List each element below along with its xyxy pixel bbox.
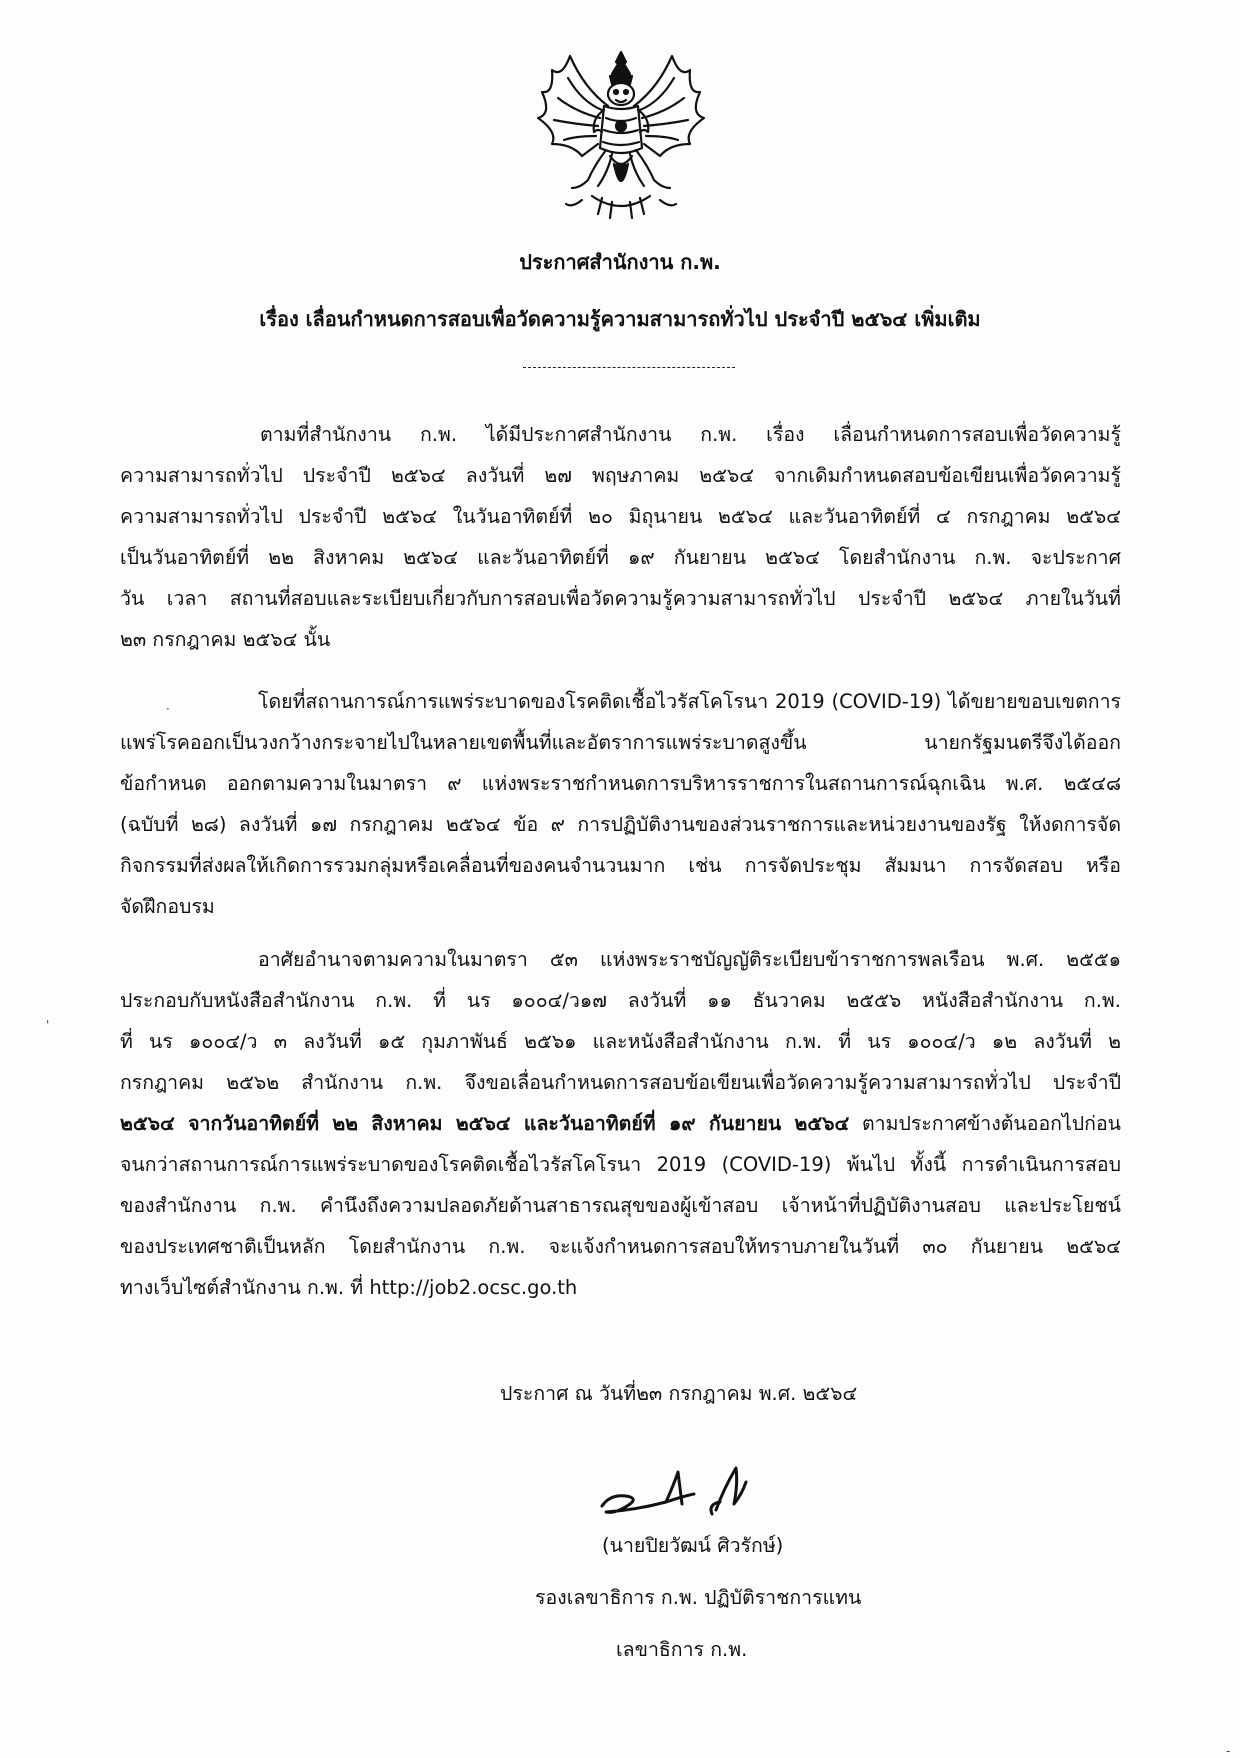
paragraph-3 xyxy=(120,939,1121,1308)
bold-exam-dates: วันอาทิตย์ที่ ๒๒ สิงหาคม ๒๕๖๔ และวันอาทิตย์ที่ ๑๙ กันยายน ๒๕๖๔ xyxy=(222,1112,850,1135)
paragraph-line: ประกอบกับหนังสือสำนักงาน ก.พ. ที่ นร ๑๐๐๔/ว๑๗ ลงวันที่ ๑๑ ธันวาคม ๒๕๕๖ หนังสือสำนักงาน ก.พ. xyxy=(120,989,1121,1012)
paragraph-line: ของประเทศชาติเป็นหลัก โดยสำนักงาน ก.พ. จะแจ้งกำหนดการสอบให้ทราบภายในวันที่ ๓๐ กันยายน ๒๕๖๔ xyxy=(120,1235,1121,1258)
paragraph-line: โดยที่สถานการณ์การแพร่ระบาดของโรคติดเชื้อไวรัสโคโรนา 2019 (COVID-19) ได้ขยายขอบเขตการ xyxy=(258,690,1121,713)
paragraph-line: ของสำนักงาน ก.พ. คำนึงถึงความปลอดภัยด้านสาธารณสุขของผู้เข้าสอบ เจ้าหน้าที่ปฏิบัติงานสอบ และประโยชน์ xyxy=(120,1194,1121,1217)
paragraph-line: กิจกรรมที่ส่งผลให้เกิดการรวมกลุ่มหรือเคลื่อนที่ของคนจำนวนมาก เช่น การจัดประชุม สัมมนา การจัดสอบ หรือ xyxy=(120,854,1121,877)
signer-name: (นายปิยวัฒน์ ศิวรักษ์) xyxy=(602,1534,784,1557)
paragraph-line: ๒๓ กรกฎาคม ๒๕๖๔ นั้น xyxy=(120,628,331,651)
paragraph-line: เป็นวันอาทิตย์ที่ ๒๒ สิงหาคม ๒๕๖๔ และวันอาทิตย์ที่ ๑๙ กันยายน ๒๕๖๔ โดยสำนักงาน ก.พ. จะประกาศ xyxy=(120,546,1121,569)
signer-position: รองเลขาธิการ ก.พ. ปฏิบัติราชการแทน xyxy=(535,1586,862,1609)
paragraph-line-with-bold xyxy=(120,1103,1121,1144)
paragraph-line: (ฉบับที่ ๒๘) ลงวันที่ ๑๗ กรกฎาคม ๒๕๖๔ ข้อ ๙ การปฏิบัติงานของส่วนราชการและหน่วยงานของรัฐ ให้งดการจัด xyxy=(120,813,1121,836)
signer-on-behalf-of: เลขาธิการ ก.พ. xyxy=(616,1638,748,1661)
paragraph-line-with-link: ทางเว็บไซต์สำนักงาน ก.พ. ที่ http://job2.ocsc.go.th xyxy=(120,1276,578,1299)
divider xyxy=(523,367,735,368)
scan-speck: ' xyxy=(46,1018,50,1032)
announcement-subject: เรื่อง เลื่อนกำหนดการสอบเพื่อวัดความรู้ความสามารถทั่วไป ประจำปี ๒๕๖๔ เพิ่มเติม xyxy=(259,307,981,331)
paragraph-line: ความสามารถทั่วไป ประจำปี ๒๕๖๔ ในวันอาทิตย์ที่ ๒๐ มิถุนายน ๒๕๖๔ และวันอาทิตย์ที่ ๔ กรกฎาคม ๒๕๖๔ xyxy=(120,505,1121,528)
paragraph-line: ตามที่สำนักงาน ก.พ. ได้มีประกาศสำนักงาน ก.พ. เรื่อง เลื่อนกำหนดการสอบเพื่อวัดความรู้ xyxy=(260,423,1121,446)
scan-speck: - xyxy=(1226,1744,1231,1758)
paragraph-line: จนกว่าสถานการณ์การแพร่ระบาดของโรคติดเชื้อไวรัสโคโรนา 2019 (COVID-19) พ้นไป ทั้งนี้ การดำเนินการสอบ xyxy=(120,1153,1121,1176)
paragraph-2 xyxy=(120,681,1121,927)
paragraph-line: อาศัยอำนาจตามความในมาตรา ๕๓ แห่งพระราชบัญญัติระเบียบข้าราชการพลเรือน พ.ศ. ๒๕๕๑ xyxy=(258,948,1121,971)
announcement-heading: ประกาศสำนักงาน ก.พ. xyxy=(519,250,721,274)
paragraph-line: ความสามารถทั่วไป ประจำปี ๒๕๖๔ ลงวันที่ ๒๗ พฤษภาคม ๒๕๖๔ จากเดิมกำหนดสอบข้อเขียนเพื่อวัดความรู้ xyxy=(120,464,1121,487)
handwritten-signature xyxy=(596,1454,776,1524)
paragraph-line: จัดฝึกอบรม xyxy=(120,895,215,918)
paragraph-line: ข้อกำหนด ออกตามความในมาตรา ๙ แห่งพระราชกำหนดการบริหารราชการในสถานการณ์ฉุกเฉิน พ.ศ. ๒๕๔๘ xyxy=(120,772,1121,795)
paragraph-line: ที่ นร ๑๐๐๔/ว ๓ ลงวันที่ ๑๕ กุมภาพันธ์ ๒๕๖๑ และหนังสือสำนักงาน ก.พ. ที่ นร ๑๐๐๔/ว ๑๒ ลงวันที่ ๒ xyxy=(120,1030,1121,1053)
paragraph-line: กรกฎาคม ๒๕๖๒ สำนักงาน ก.พ. จึงขอเลื่อนกำหนดการสอบข้อเขียนเพื่อวัดความรู้ความสามารถทั่วไป ประจำปี xyxy=(120,1071,1121,1094)
paragraph-1 xyxy=(120,414,1121,660)
paragraph-line: วัน เวลา สถานที่สอบและระเบียบเกี่ยวกับการสอบเพื่อวัดความรู้ความสามารถทั่วไป ประจำปี ๒๕๖๔ ภายในวันที่ xyxy=(120,587,1121,610)
garuda-emblem-icon xyxy=(532,48,710,224)
paragraph-text: ตามประกาศข้างต้นออกไปก่อน xyxy=(849,1112,1121,1135)
announcement-date: ประกาศ ณ วันที่๒๓ กรกฎาคม พ.ศ. ๒๕๖๔ xyxy=(500,1382,858,1405)
scan-speck: · xyxy=(166,702,170,716)
paragraph-line: แพร่โรคออกเป็นวงกว้างกระจายไปในหลายเขตพื้นที่และอัตราการแพร่ระบาดสูงขึ้น นายกรัฐมนตรีจึงได้ออก xyxy=(120,731,1121,754)
bold-text: ๒๕๖๔ จาก xyxy=(120,1112,223,1135)
